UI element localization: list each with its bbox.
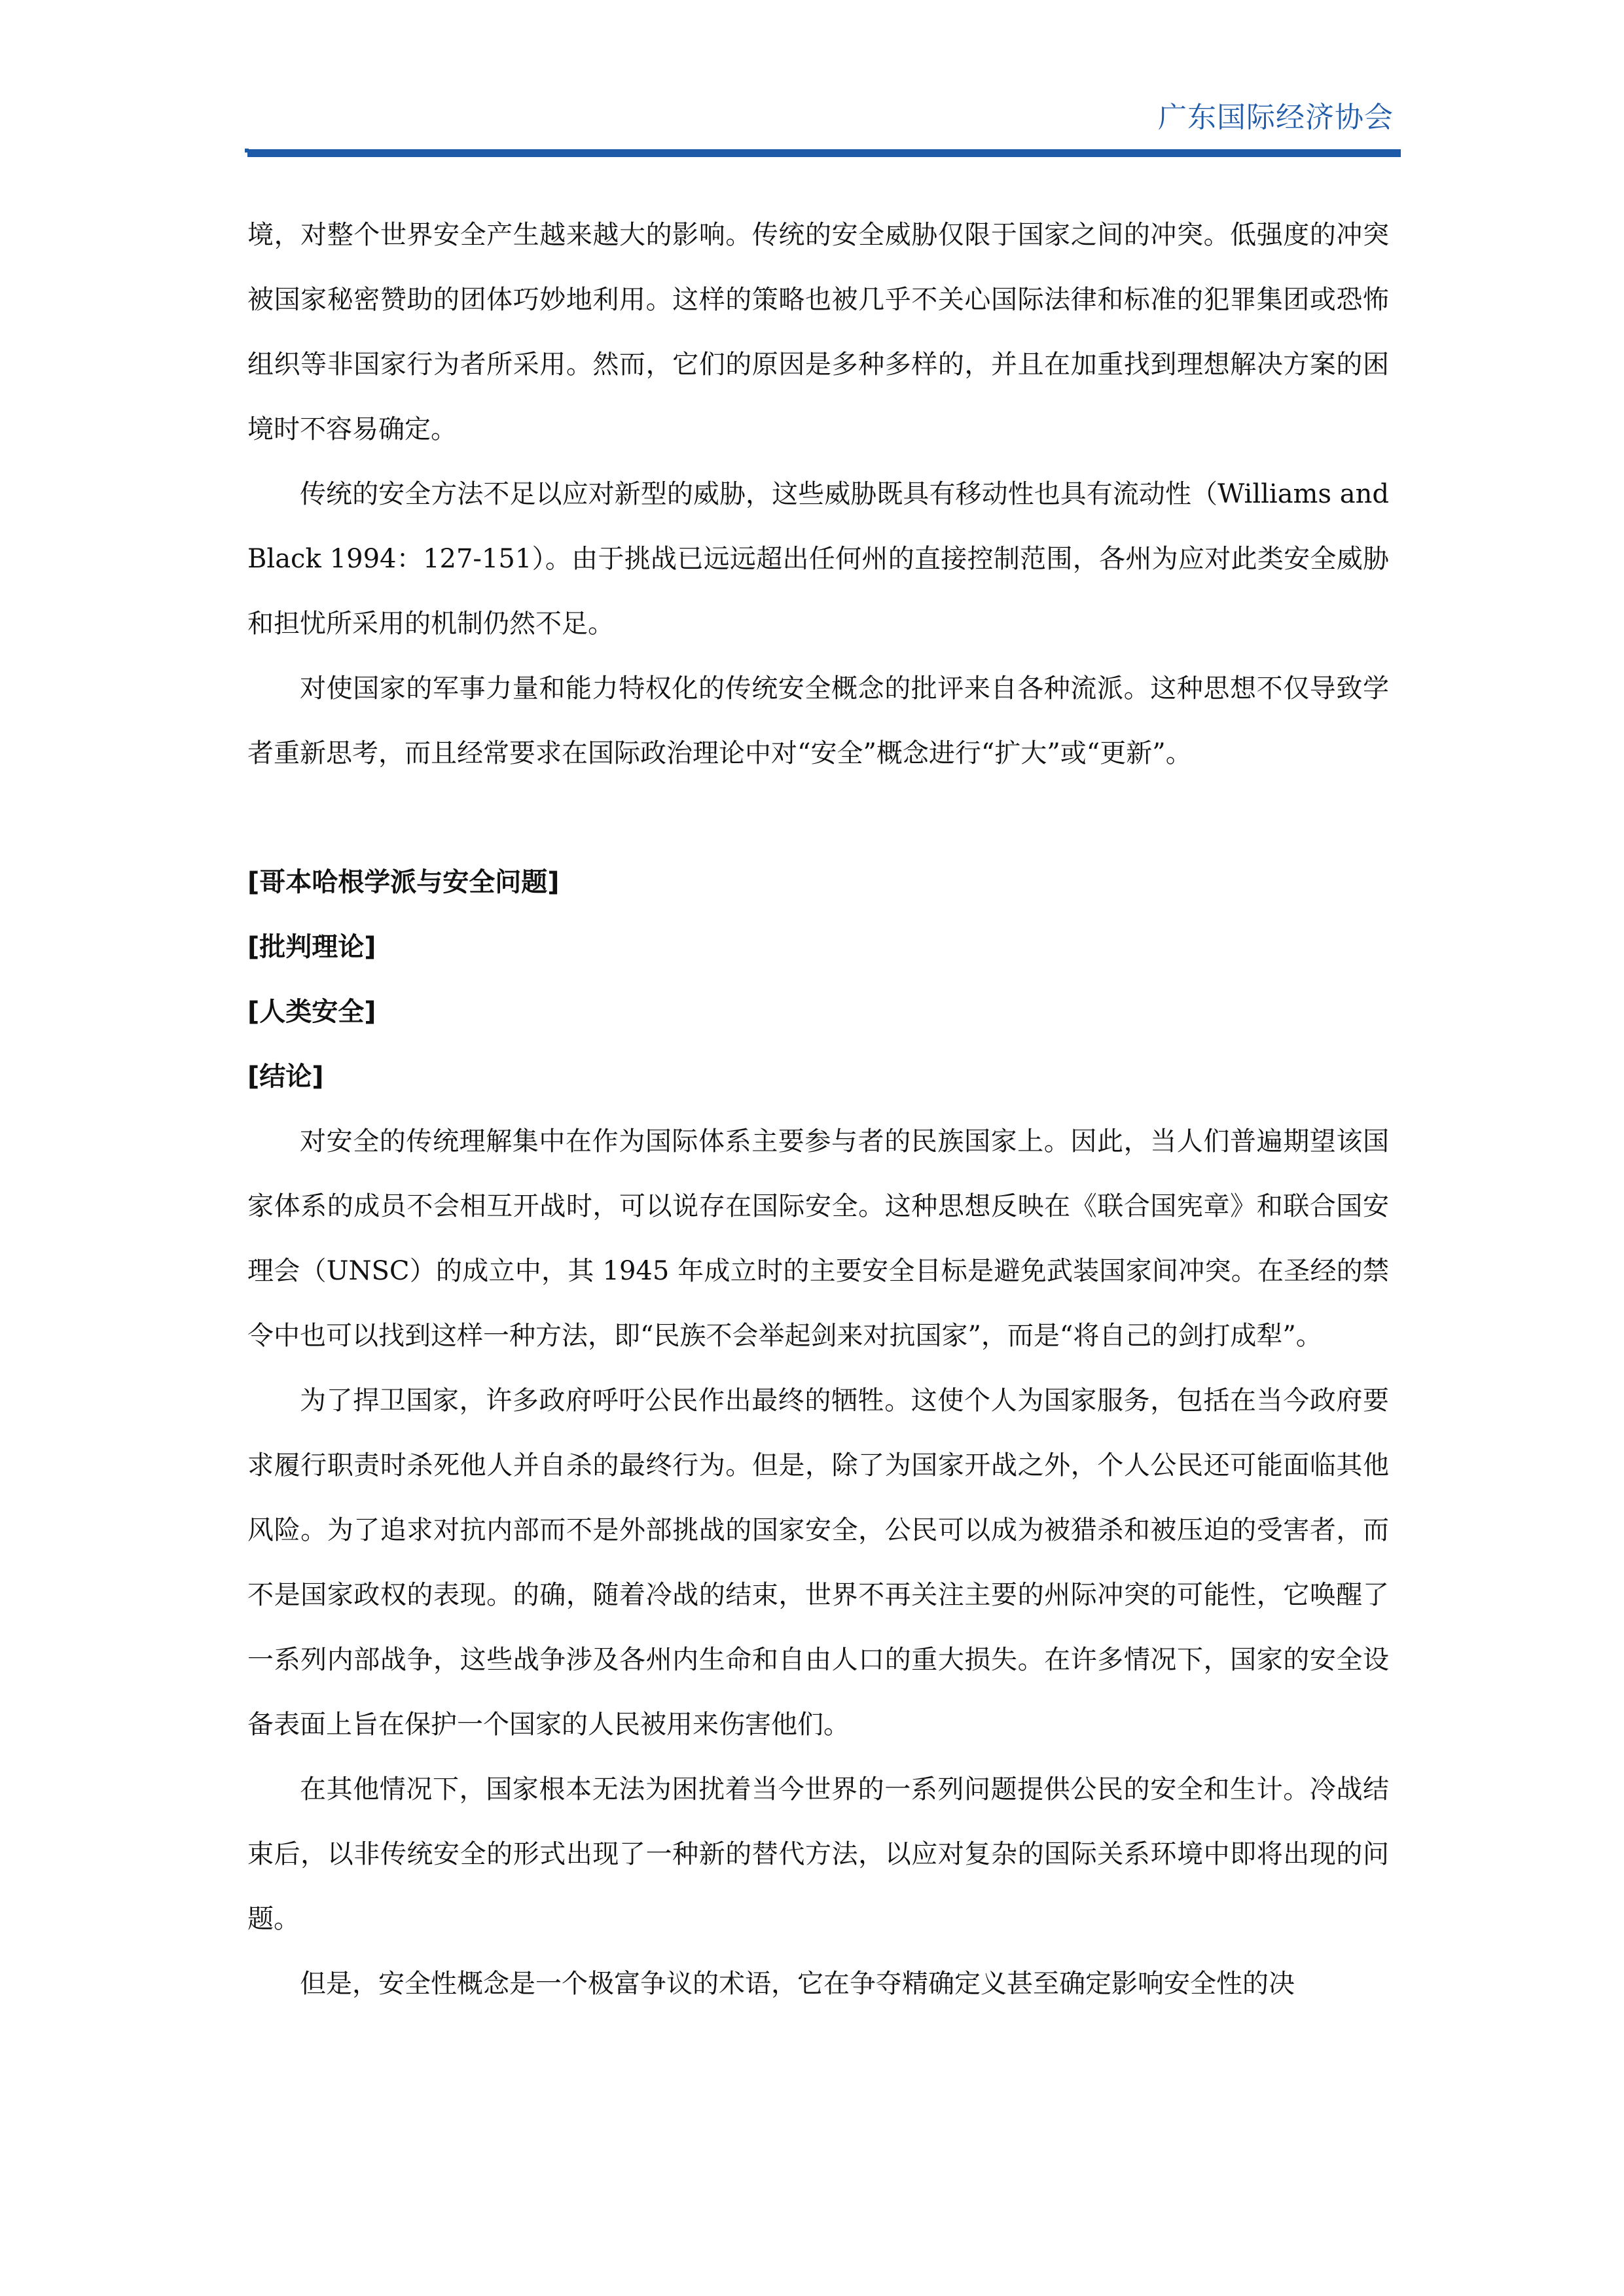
organization-name: 广东国际经济协会 (1158, 101, 1394, 134)
body-paragraph: 传统的安全方法不足以应对新型的威胁，这些威胁既具有移动性也具有流动性（Williams and Black 1994：127-151）。由于挑战已远远超出任何州的直接控制范围，各州为应对此类安全威胁和担忧所采用的机制仍然不足。 (247, 479, 1389, 639)
body-paragraph: 对安全的传统理解集中在作为国际体系主要参与者的民族国家上。因此，当人们普遍期望该国家体系的成员不会相互开战时，可以说存在国际安全。这种思想反映在《联合国宪章》和联合国安理会（UNSC）的成立中，其 1945 年成立时的主要安全目标是避免武装国家间冲突。在圣经的禁令中也可以找到这样一种方法，即“民族不会举起剑来对抗国家”，而是“将自己的剑打成犁”。 (247, 1126, 1389, 1351)
section-heading-conclusion: [结论] (247, 1062, 324, 1092)
body-paragraph: 对使国家的军事力量和能力特权化的传统安全概念的批评来自各种流派。这种思想不仅导致学者重新思考，而且经常要求在国际政治理论中对“安全”概念进行“扩大”或“更新”。 (247, 673, 1389, 768)
section-heading-human-security: [人类安全] (247, 997, 376, 1027)
section-heading-critical-theory: [批判理论] (247, 932, 376, 962)
section-spacer (247, 786, 1389, 850)
section-heading-copenhagen-school: [哥本哈根学派与安全问题] (247, 867, 560, 897)
document-body (247, 203, 1389, 2017)
body-paragraph: 但是，安全性概念是一个极富争议的术语，它在争夺精确定义甚至确定影响安全性的决 (300, 1969, 1295, 1999)
body-paragraph: 为了捍卫国家，许多政府呼吁公民作出最终的牺牲。这使个人为国家服务，包括在当今政府要求履行职责时杀死他人并自杀的最终行为。但是，除了为国家开战之外，个人公民还可能面临其他风险。为了追求对抗内部而不是外部挑战的国家安全，公民可以成为被猎杀和被压迫的受害者，而不是国家政权的表现。的确，随着冷战的结束，世界不再关注主要的州际冲突的可能性，它唤醒了一系列内部战争，这些战争涉及各州内生命和自由人口的重大损失。在许多情况下，国家的安全设备表面上旨在保护一个国家的人民被用来伤害他们。 (247, 1386, 1389, 1740)
body-paragraph: 在其他情况下，国家根本无法为困扰着当今世界的一系列问题提供公民的安全和生计。冷战结束后，以非传统安全的形式出现了一种新的替代方法，以应对复杂的国际关系环境中即将出现的问题。 (247, 1774, 1389, 1934)
header-divider (247, 149, 1401, 157)
body-paragraph: 境，对整个世界安全产生越来越大的影响。传统的安全威胁仅限于国家之间的冲突。低强度的冲突被国家秘密赞助的团体巧妙地利用。这样的策略也被几乎不关心国际法律和标准的犯罪集团或恐怖组织等非国家行为者所采用。然而，它们的原因是多种多样的，并且在加重找到理想解决方案的困境时不容易确定。 (247, 220, 1389, 444)
